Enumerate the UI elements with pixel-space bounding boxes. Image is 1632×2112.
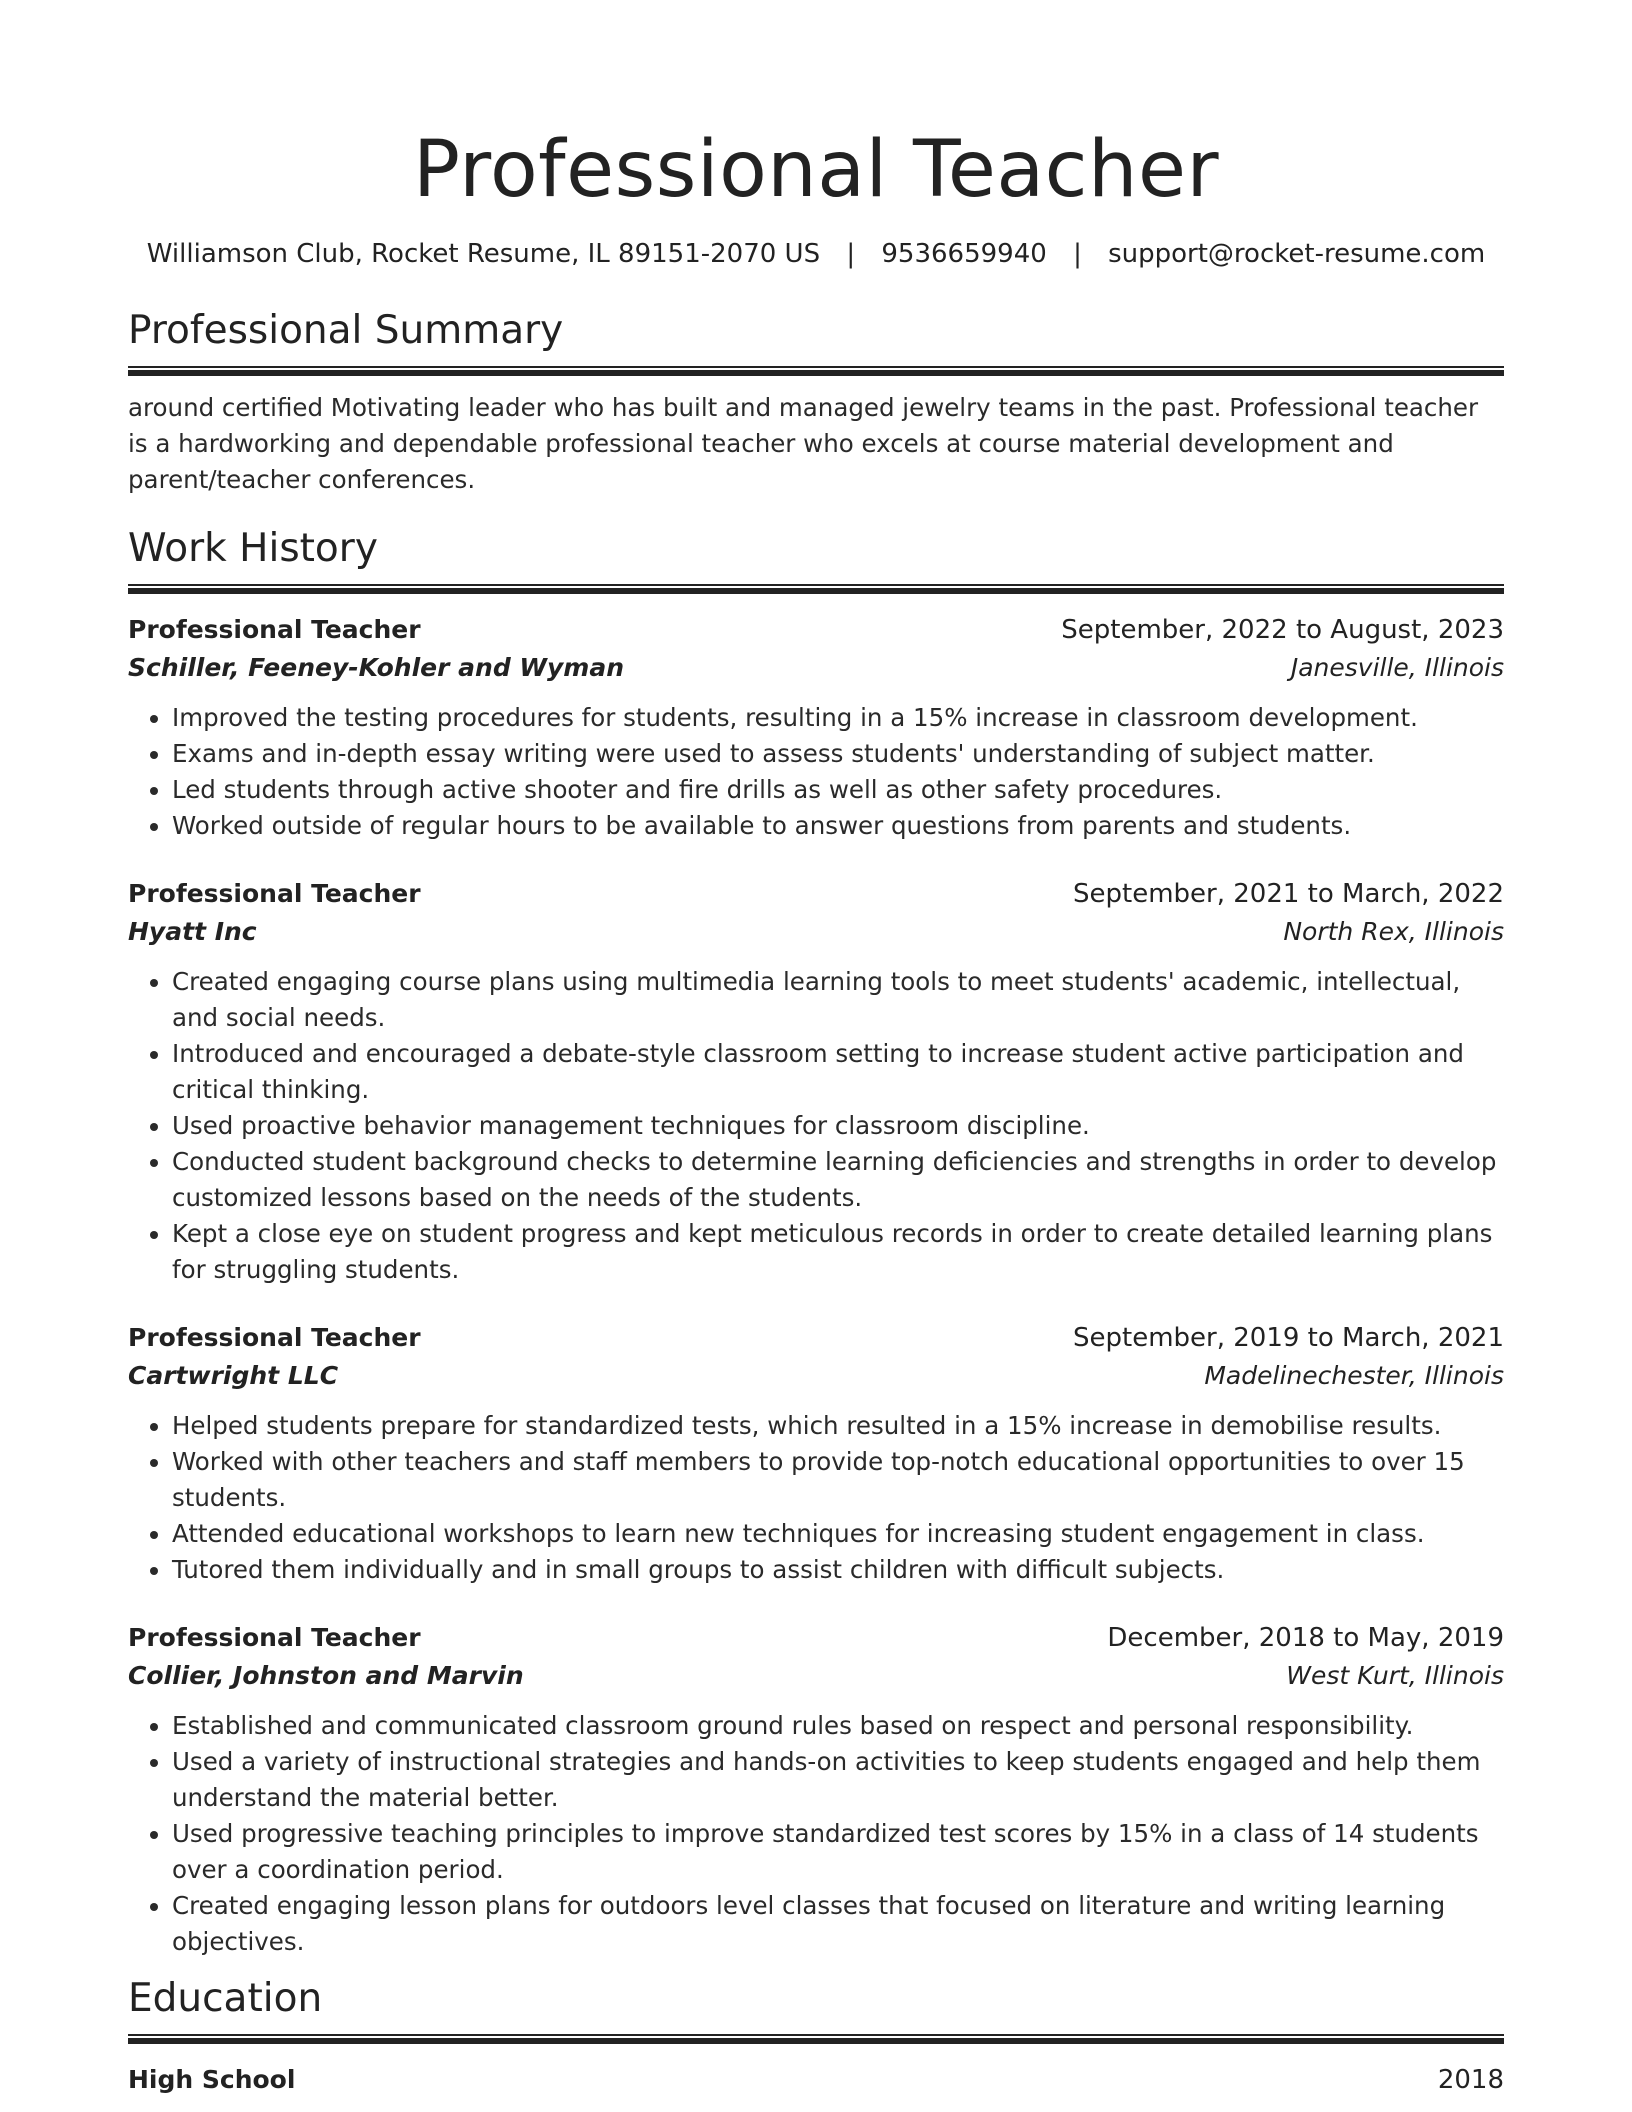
education-item [128,2062,1504,2098]
list-item: • Used proactive behavior management techniques for classroom discipline. [172,1108,1504,1144]
job-header-row [128,612,1504,648]
resume-page [128,0,1504,2098]
job-company-row [128,648,1504,688]
job-entry [128,612,1504,844]
job-company: Hyatt Inc [128,917,257,946]
job-dates: December, 2018 to May, 2019 [1107,1623,1504,1653]
summary-text: around certified Motivating leader who has built and managed jewelry teams in the past. Professional teacher is a hardworking and dependable professional teacher who excels at course material development and parent/teacher conferences. [128,393,1479,494]
list-item: • Used a variety of instructional strategies and hands-on activities to keep students engaged and help them understand the material better. [172,1744,1504,1816]
job-header-row [128,1620,1504,1656]
resume-name: Professional Teacher [412,125,1220,215]
work-history-section [128,524,1504,1960]
list-item: • Exams and in-depth essay writing were used to assess students' understanding of subject matter. [172,736,1504,772]
education-year: 2018 [1437,2065,1504,2095]
job-dates: September, 2021 to March, 2022 [1073,879,1504,909]
contact-line [128,236,1504,272]
job-header-row [128,876,1504,912]
job-bullets [128,1408,1504,1588]
list-item: • Worked with other teachers and staff members to provide top-notch educational opportunities to over 15 students. [172,1444,1504,1516]
section-title-education: Education [128,1976,323,2021]
summary-section [128,306,1504,498]
job-entry [128,1620,1504,1960]
section-rule [128,584,1504,594]
job-location: North Rex, Illinois [1283,917,1504,946]
job-company-row [128,1356,1504,1396]
list-item: • Established and communicated classroom ground rules based on respect and personal responsibility. [172,1708,1504,1744]
job-title: Professional Teacher [128,879,421,908]
job-title: Professional Teacher [128,1323,421,1352]
list-item: • Improved the testing procedures for students, resulting in a 15% increase in classroom development. [172,700,1504,736]
list-item: • Created engaging lesson plans for outdoors level classes that focused on literature and writing learning objectives. [172,1888,1504,1960]
job-entry [128,1320,1504,1588]
job-company: Schiller, Feeney-Kohler and Wyman [128,653,625,682]
list-item: • Introduced and encouraged a debate-style classroom setting to increase student active participation and critical thinking. [172,1036,1504,1108]
job-location: Janesville, Illinois [1290,653,1504,682]
job-bullets [128,700,1504,844]
job-company: Cartwright LLC [128,1361,339,1390]
list-item: • Tutored them individually and in small groups to assist children with difficult subjects. [172,1552,1504,1588]
list-item: • Used progressive teaching principles to improve standardized test scores by 15% in a class of 14 students over a coordination period. [172,1816,1504,1888]
list-item: • Attended educational workshops to learn new techniques for increasing student engagement in class. [172,1516,1504,1552]
list-item: • Kept a close eye on student progress and kept meticulous records in order to create detailed learning plans for struggling students. [172,1216,1504,1288]
job-bullets [128,1708,1504,1960]
job-company: Collier, Johnston and Marvin [128,1661,524,1690]
job-bullets [128,964,1504,1288]
education-name: High School [128,2065,296,2094]
job-location: Madelinechester, Illinois [1204,1361,1504,1390]
section-title-summary: Professional Summary [128,308,564,353]
job-entry [128,876,1504,1288]
education-section [128,1974,1504,2098]
list-item: • Conducted student background checks to determine learning deficiencies and strengths in order to develop customized lessons based on the needs of the students. [172,1144,1504,1216]
list-item: • Worked outside of regular hours to be available to answer questions from parents and students. [172,808,1504,844]
job-title: Professional Teacher [128,615,421,644]
job-title: Professional Teacher [128,1623,421,1652]
job-dates: September, 2022 to August, 2023 [1061,615,1504,645]
list-item: • Led students through active shooter and fire drills as well as other safety procedures. [172,772,1504,808]
job-header-row [128,1320,1504,1356]
job-company-row [128,1656,1504,1696]
job-dates: September, 2019 to March, 2021 [1073,1323,1504,1353]
contact-phone: 9536659940 [881,239,1047,269]
contact-address: Williamson Club, Rocket Resume, IL 89151-2070 US [146,239,821,269]
job-location: West Kurt, Illinois [1286,1661,1504,1690]
contact-email: support@rocket-resume.com [1108,239,1486,269]
contact-separator: | [1073,239,1082,269]
contact-separator: | [846,239,856,269]
job-company-row [128,912,1504,952]
section-rule [128,366,1504,376]
list-item: • Helped students prepare for standardized tests, which resulted in a 15% increase in demobilise results. [172,1408,1504,1444]
list-item: • Created engaging course plans using multimedia learning tools to meet students' academic, intellectual, and social needs. [172,964,1504,1036]
section-title-work-history: Work History [128,526,378,571]
section-rule [128,2034,1504,2044]
